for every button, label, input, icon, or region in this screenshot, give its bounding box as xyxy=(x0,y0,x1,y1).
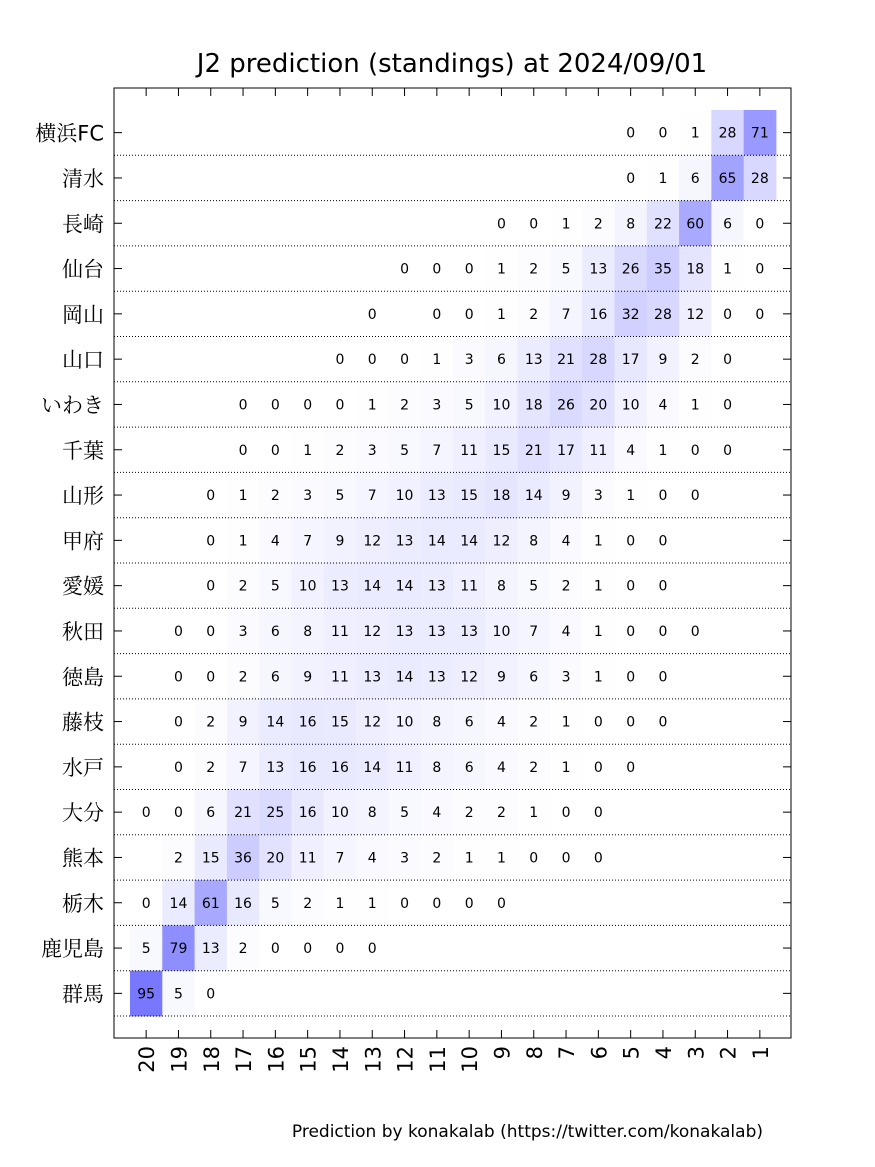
cell-value: 5 xyxy=(400,805,410,822)
cell-value: 2 xyxy=(206,714,216,731)
cell-value: 22 xyxy=(654,216,672,233)
cell-value: 0 xyxy=(400,352,410,369)
cell-value: 0 xyxy=(432,306,442,323)
cell-value: 11 xyxy=(460,578,479,595)
cell-value: 1 xyxy=(658,170,668,187)
cell-value: 0 xyxy=(335,941,345,958)
cell-value: 4 xyxy=(496,714,506,731)
cell-value: 11 xyxy=(460,442,479,459)
cell-value: 0 xyxy=(367,352,377,369)
cell-value: 8 xyxy=(432,759,442,776)
cell-value: 0 xyxy=(626,125,636,142)
cell-value: 6 xyxy=(270,669,280,686)
cell-value: 1 xyxy=(723,261,733,278)
team-label: いわき xyxy=(41,393,104,418)
cell-value: 0 xyxy=(206,578,216,595)
cell-value: 0 xyxy=(593,850,603,867)
cell-value: 0 xyxy=(723,306,733,323)
cell-value: 2 xyxy=(238,578,248,595)
cell-value: 0 xyxy=(658,714,668,731)
cell-value: 32 xyxy=(621,306,640,323)
cell-value: 14 xyxy=(266,714,285,731)
cell-value: 0 xyxy=(658,623,668,640)
cell-value: 13 xyxy=(427,669,446,686)
cell-value: 18 xyxy=(686,261,705,278)
team-label: 愛媛 xyxy=(62,574,104,599)
cell-value: 0 xyxy=(367,941,377,958)
cell-value: 21 xyxy=(557,352,575,369)
cell-value: 0 xyxy=(723,397,733,414)
cell-value: 1 xyxy=(593,578,603,595)
cell-value: 0 xyxy=(270,941,280,958)
cell-value: 5 xyxy=(464,397,474,414)
team-label: 鹿児島 xyxy=(41,937,104,962)
cell-value: 9 xyxy=(303,669,313,686)
cell-value: 3 xyxy=(400,850,410,867)
cell-value: 3 xyxy=(238,623,248,640)
cell-value: 7 xyxy=(432,442,442,459)
cell-value: 4 xyxy=(367,850,377,867)
cell-value: 35 xyxy=(654,261,672,278)
cell-value: 8 xyxy=(303,623,313,640)
cell-value: 0 xyxy=(626,669,636,686)
cell-value: 15 xyxy=(201,850,220,867)
x-tick-label: 14 xyxy=(328,1046,353,1073)
cell-value: 0 xyxy=(270,442,280,459)
cell-value: 0 xyxy=(658,125,668,142)
cell-value: 1 xyxy=(561,714,571,731)
cell-value: 2 xyxy=(496,805,506,822)
cell-value: 4 xyxy=(432,805,442,822)
cell-value: 0 xyxy=(561,850,571,867)
cell-value: 0 xyxy=(238,397,248,414)
cell-value: 0 xyxy=(658,669,668,686)
cell-value: 20 xyxy=(589,397,608,414)
cell-value: 0 xyxy=(400,895,410,912)
cell-value: 0 xyxy=(658,578,668,595)
cell-value: 3 xyxy=(303,488,313,505)
cell-value: 2 xyxy=(529,261,539,278)
cell-value: 0 xyxy=(593,714,603,731)
x-tick-label: 5 xyxy=(619,1046,644,1060)
cell-value: 0 xyxy=(723,442,733,459)
cell-value: 12 xyxy=(686,306,705,323)
team-label: 群馬 xyxy=(62,982,104,1007)
cell-value: 5 xyxy=(173,986,183,1003)
cell-value: 1 xyxy=(496,850,506,867)
cell-value: 0 xyxy=(303,397,313,414)
cell-value: 1 xyxy=(529,805,539,822)
cell-value: 0 xyxy=(173,714,183,731)
cell-value: 2 xyxy=(400,397,410,414)
cell-value: 18 xyxy=(524,397,543,414)
cell-value: 0 xyxy=(529,216,539,233)
cell-value: 1 xyxy=(561,759,571,776)
cell-value: 2 xyxy=(303,895,313,912)
cell-value: 1 xyxy=(432,352,442,369)
cell-value: 0 xyxy=(658,533,668,550)
x-tick-label: 2 xyxy=(716,1046,741,1060)
cell-value: 8 xyxy=(496,578,506,595)
team-label: 岡山 xyxy=(62,302,104,327)
cell-value: 6 xyxy=(464,714,474,731)
cell-value: 5 xyxy=(561,261,571,278)
cell-value: 5 xyxy=(270,895,280,912)
cell-value: 10 xyxy=(492,397,511,414)
cell-value: 8 xyxy=(529,533,539,550)
cell-value: 0 xyxy=(141,895,151,912)
cell-value: 16 xyxy=(298,714,317,731)
cell-value: 8 xyxy=(367,805,377,822)
cell-value: 0 xyxy=(432,895,442,912)
cell-value: 4 xyxy=(270,533,280,550)
x-tick-label: 6 xyxy=(587,1046,612,1060)
cell-value: 3 xyxy=(593,488,603,505)
credit-text: Prediction by konakalab (https://twitter.com/konakalab) xyxy=(291,1122,763,1142)
cell-value: 0 xyxy=(464,306,474,323)
team-label: 千葉 xyxy=(62,438,104,463)
x-tick-label: 9 xyxy=(490,1046,515,1060)
cell-value: 10 xyxy=(331,805,349,822)
cell-value: 11 xyxy=(395,759,414,776)
cell-value: 13 xyxy=(331,578,349,595)
cell-value: 1 xyxy=(561,216,571,233)
cell-value: 12 xyxy=(363,714,382,731)
cell-value: 4 xyxy=(658,397,668,414)
x-tick-label: 7 xyxy=(555,1046,580,1060)
cell-value: 6 xyxy=(723,216,733,233)
position-labels xyxy=(135,1046,773,1073)
cell-value: 1 xyxy=(593,533,603,550)
cell-value: 1 xyxy=(238,533,248,550)
cell-value: 26 xyxy=(621,261,640,278)
cell-value: 2 xyxy=(206,759,216,776)
cell-value: 16 xyxy=(331,759,349,776)
cell-value: 11 xyxy=(589,442,608,459)
cell-value: 28 xyxy=(654,306,672,323)
cell-value: 2 xyxy=(270,488,280,505)
team-label: 山口 xyxy=(62,348,104,373)
cell-value: 5 xyxy=(335,488,345,505)
cell-value: 15 xyxy=(460,488,479,505)
team-labels xyxy=(35,122,104,1007)
cell-value: 36 xyxy=(234,850,252,867)
cell-value: 11 xyxy=(298,850,317,867)
cell-value: 2 xyxy=(529,714,539,731)
cell-value: 25 xyxy=(266,805,285,822)
team-label: 藤枝 xyxy=(62,710,104,735)
team-label: 水戸 xyxy=(62,755,104,780)
cell-value: 11 xyxy=(331,623,349,640)
cell-value: 0 xyxy=(755,261,765,278)
cell-value: 16 xyxy=(234,895,252,912)
cell-value: 79 xyxy=(169,941,188,958)
cell-value: 3 xyxy=(432,397,442,414)
cell-value: 5 xyxy=(400,442,410,459)
cell-value: 9 xyxy=(561,488,571,505)
cell-value: 8 xyxy=(626,216,636,233)
cell-value: 0 xyxy=(755,306,765,323)
x-tick-label: 20 xyxy=(135,1046,160,1073)
cell-value: 0 xyxy=(206,986,216,1003)
cell-value: 0 xyxy=(141,805,151,822)
cell-value: 21 xyxy=(524,442,543,459)
cell-value: 10 xyxy=(395,714,414,731)
cell-value: 14 xyxy=(169,895,188,912)
cell-value: 13 xyxy=(427,623,446,640)
team-label: 甲府 xyxy=(62,529,104,554)
cell-value: 0 xyxy=(238,442,248,459)
team-label: 栃木 xyxy=(62,891,104,916)
cell-value: 1 xyxy=(464,850,474,867)
cell-value: 0 xyxy=(400,261,410,278)
cell-value: 6 xyxy=(464,759,474,776)
cell-value: 2 xyxy=(690,352,700,369)
cell-value: 0 xyxy=(593,759,603,776)
cell-value: 12 xyxy=(363,533,382,550)
cell-value: 2 xyxy=(238,669,248,686)
cell-value: 2 xyxy=(432,850,442,867)
cell-value: 0 xyxy=(173,805,183,822)
team-label: 長崎 xyxy=(62,212,104,237)
cell-value: 4 xyxy=(496,759,506,776)
cell-value: 13 xyxy=(589,261,608,278)
team-label: 横浜FC xyxy=(35,121,104,146)
cell-value: 17 xyxy=(557,442,575,459)
cell-value: 16 xyxy=(298,759,317,776)
cell-value: 7 xyxy=(238,759,248,776)
cell-value: 0 xyxy=(593,805,603,822)
cell-value: 7 xyxy=(529,623,539,640)
cell-value: 1 xyxy=(690,397,700,414)
cell-value: 0 xyxy=(626,170,636,187)
cell-value: 2 xyxy=(238,941,248,958)
cell-value: 13 xyxy=(395,533,414,550)
cell-value: 9 xyxy=(335,533,345,550)
x-tick-label: 16 xyxy=(264,1046,289,1073)
cell-value: 11 xyxy=(331,669,349,686)
cell-value: 4 xyxy=(561,623,571,640)
cell-value: 5 xyxy=(141,941,151,958)
cell-value: 0 xyxy=(690,442,700,459)
cell-value: 14 xyxy=(395,578,414,595)
cell-value: 0 xyxy=(626,623,636,640)
cell-value: 16 xyxy=(298,805,317,822)
cell-value: 1 xyxy=(367,397,377,414)
cell-value: 1 xyxy=(690,125,700,142)
cell-value: 7 xyxy=(367,488,377,505)
cell-value: 0 xyxy=(723,352,733,369)
cell-value: 18 xyxy=(492,488,511,505)
cell-value: 2 xyxy=(464,805,474,822)
cell-value: 9 xyxy=(658,352,668,369)
cell-value: 6 xyxy=(529,669,539,686)
cell-value: 60 xyxy=(686,216,705,233)
x-tick-label: 11 xyxy=(425,1046,450,1073)
cell-value: 2 xyxy=(561,578,571,595)
x-tick-label: 19 xyxy=(167,1046,192,1073)
x-tick-label: 17 xyxy=(232,1046,257,1073)
cell-value: 1 xyxy=(658,442,668,459)
cell-value: 0 xyxy=(626,714,636,731)
cell-value: 13 xyxy=(524,352,543,369)
cell-value: 5 xyxy=(270,578,280,595)
cell-value: 14 xyxy=(363,578,382,595)
cell-value: 0 xyxy=(464,895,474,912)
cell-value: 0 xyxy=(367,306,377,323)
x-tick-label: 1 xyxy=(748,1046,773,1060)
cell-value: 2 xyxy=(529,759,539,776)
cell-value: 9 xyxy=(496,669,506,686)
cell-value: 0 xyxy=(626,578,636,595)
cell-value: 28 xyxy=(718,125,737,142)
cell-value: 12 xyxy=(460,669,479,686)
chart-title: J2 prediction (standings) at 2024/09/01 xyxy=(196,49,708,79)
team-label: 仙台 xyxy=(62,257,104,282)
cell-value: 28 xyxy=(750,170,769,187)
x-tick-label: 8 xyxy=(522,1046,547,1060)
cell-value: 0 xyxy=(335,352,345,369)
cell-value: 1 xyxy=(626,488,636,505)
cell-value: 0 xyxy=(690,623,700,640)
cell-value: 13 xyxy=(427,578,446,595)
cell-value: 3 xyxy=(464,352,474,369)
cell-value: 1 xyxy=(496,261,506,278)
cell-value: 7 xyxy=(561,306,571,323)
cell-value: 0 xyxy=(270,397,280,414)
cell-value: 0 xyxy=(755,216,765,233)
x-tick-label: 3 xyxy=(684,1046,709,1060)
cell-value: 21 xyxy=(234,805,252,822)
cell-value: 0 xyxy=(432,261,442,278)
cell-value: 17 xyxy=(621,352,640,369)
cell-value: 7 xyxy=(303,533,313,550)
cell-value: 0 xyxy=(206,669,216,686)
cell-value: 10 xyxy=(298,578,317,595)
cell-value: 65 xyxy=(718,170,737,187)
cell-value: 12 xyxy=(363,623,382,640)
team-label: 秋田 xyxy=(62,619,104,644)
cell-value: 13 xyxy=(427,488,446,505)
cell-value: 2 xyxy=(593,216,603,233)
cell-value: 1 xyxy=(335,895,345,912)
cell-value: 0 xyxy=(206,623,216,640)
x-tick-label: 12 xyxy=(393,1046,418,1073)
cell-value: 1 xyxy=(238,488,248,505)
cell-value: 6 xyxy=(496,352,506,369)
cell-value: 14 xyxy=(524,488,543,505)
cell-value: 0 xyxy=(496,895,506,912)
cell-value: 0 xyxy=(690,488,700,505)
cell-value: 4 xyxy=(626,442,636,459)
cell-value: 9 xyxy=(238,714,248,731)
cell-value: 10 xyxy=(621,397,640,414)
cell-value: 0 xyxy=(626,759,636,776)
cell-value: 0 xyxy=(173,623,183,640)
cell-value: 1 xyxy=(496,306,506,323)
cell-value: 6 xyxy=(690,170,700,187)
team-label: 熊本 xyxy=(62,846,104,871)
cell-value: 0 xyxy=(335,397,345,414)
cell-value: 7 xyxy=(335,850,345,867)
cell-value: 15 xyxy=(492,442,511,459)
cell-value: 13 xyxy=(460,623,479,640)
cell-value: 10 xyxy=(492,623,511,640)
cell-value: 1 xyxy=(367,895,377,912)
cell-value: 0 xyxy=(173,669,183,686)
cell-value: 13 xyxy=(395,623,414,640)
cell-value: 0 xyxy=(206,488,216,505)
cell-value: 71 xyxy=(750,125,769,142)
cell-value: 16 xyxy=(589,306,608,323)
team-label: 大分 xyxy=(62,801,104,826)
cell-value: 3 xyxy=(561,669,571,686)
cell-value: 0 xyxy=(173,759,183,776)
cell-value: 13 xyxy=(266,759,285,776)
x-tick-label: 4 xyxy=(651,1046,676,1060)
x-tick-label: 10 xyxy=(458,1046,483,1073)
cell-value: 1 xyxy=(303,442,313,459)
cell-value: 28 xyxy=(589,352,608,369)
x-tick-label: 13 xyxy=(361,1046,386,1073)
cell-value: 26 xyxy=(557,397,575,414)
cell-value: 95 xyxy=(137,986,156,1003)
cell-value: 6 xyxy=(206,805,216,822)
cell-value: 14 xyxy=(427,533,446,550)
cell-value: 2 xyxy=(529,306,539,323)
cell-value: 2 xyxy=(335,442,345,459)
cell-value: 13 xyxy=(201,941,220,958)
cell-value: 12 xyxy=(492,533,511,550)
cell-value: 3 xyxy=(367,442,377,459)
cell-value: 1 xyxy=(593,623,603,640)
cell-value: 2 xyxy=(173,850,183,867)
cell-value: 0 xyxy=(496,216,506,233)
cell-value: 0 xyxy=(464,261,474,278)
x-tick-label: 18 xyxy=(199,1046,224,1073)
cell-value: 1 xyxy=(593,669,603,686)
cell-value: 15 xyxy=(331,714,349,731)
cell-value: 0 xyxy=(561,805,571,822)
cell-value: 61 xyxy=(201,895,220,912)
team-label: 清水 xyxy=(62,166,104,191)
cell-value: 8 xyxy=(432,714,442,731)
cell-value: 0 xyxy=(303,941,313,958)
x-tick-label: 15 xyxy=(296,1046,321,1073)
cell-value: 0 xyxy=(626,533,636,550)
cell-value: 13 xyxy=(363,669,382,686)
cell-value: 14 xyxy=(460,533,479,550)
cell-value: 14 xyxy=(363,759,382,776)
cell-value: 20 xyxy=(266,850,285,867)
cell-value: 14 xyxy=(395,669,414,686)
cell-value: 10 xyxy=(395,488,414,505)
cell-value: 4 xyxy=(561,533,571,550)
cell-value: 6 xyxy=(270,623,280,640)
cell-value: 0 xyxy=(529,850,539,867)
cell-value: 5 xyxy=(529,578,539,595)
cell-value: 0 xyxy=(658,488,668,505)
team-label: 徳島 xyxy=(62,665,104,690)
team-label: 山形 xyxy=(62,484,104,509)
cell-value: 0 xyxy=(206,533,216,550)
